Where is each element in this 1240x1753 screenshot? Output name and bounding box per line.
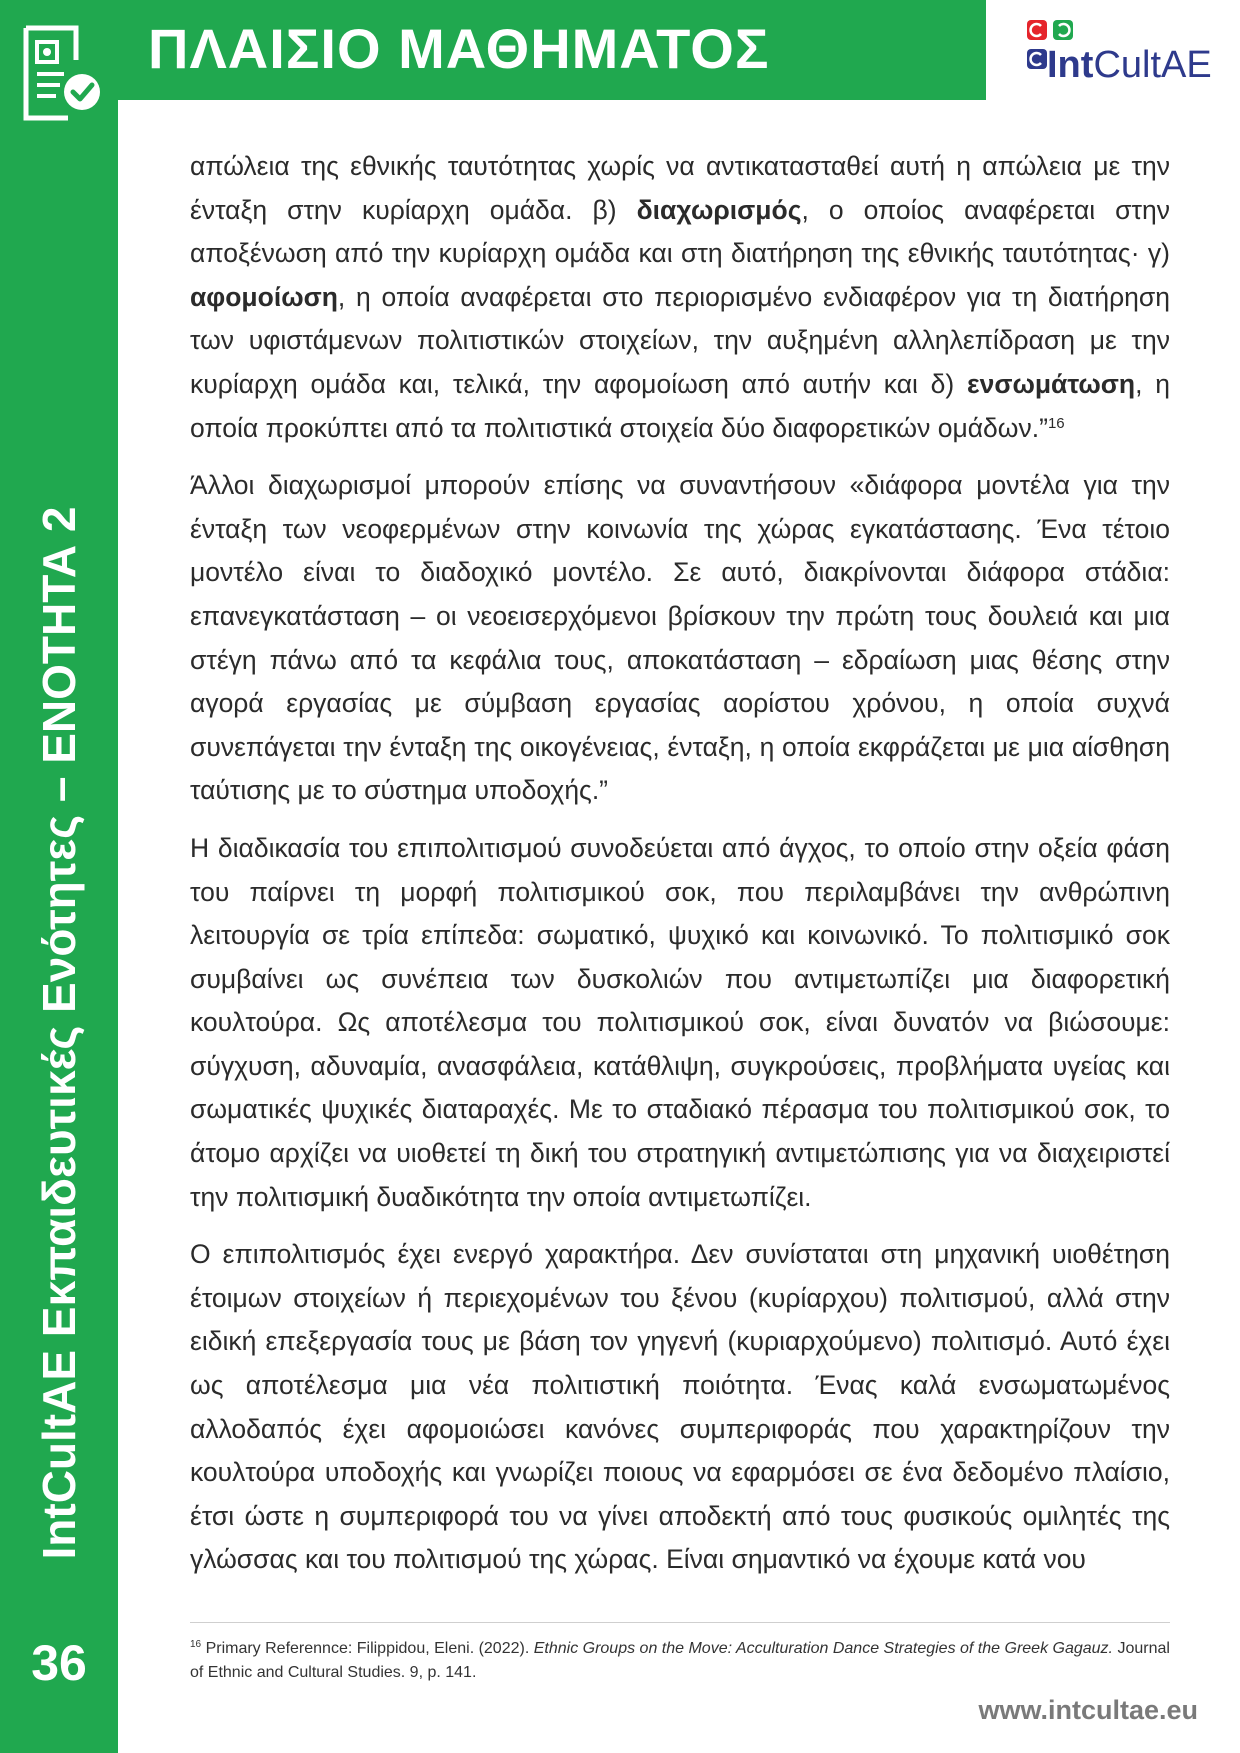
document-checkmark-icon <box>20 22 102 122</box>
main-content <box>190 145 1170 1596</box>
header-band <box>118 0 986 100</box>
page-number: 36 <box>31 1635 87 1691</box>
term-assimilation: αφομοίωση <box>190 281 338 312</box>
footnote-divider <box>190 1622 1170 1623</box>
paragraph-acculturation-strategies: απώλεια της εθνικής ταυτότητας χωρίς να αντικατασταθεί αυτή η απώλεια με την ένταξη στην κυρίαρχη ομάδα. β) διαχωρισμός, ο οποίος αναφέρεται στην αποξένωση από την κυρίαρχη ομάδα και στη διατήρηση της εθνικής ταυτότητας· γ) αφομοίωση, η οποία αναφέρεται στο περιορισμένο ενδιαφέρον για τη διατήρηση των υφιστάμενων πολιτιστικών στοιχείων, την αυξημένη αλληλεπίδραση με την κυρίαρχη ομάδα και, τελικά, την αφομοίωση από αυτήν και δ) ενσωμάτωση, η οποία προκύπτει από τα πολιτιστικά στοιχεία δύο διαφορετικών ομάδων.”$^{16}$ <box>190 151 1170 443</box>
paragraph-integration-models: Άλλοι διαχωρισμοί μπορούν επίσης να συναντήσουν «διάφορα μοντέλα για την ένταξη των νεοφερμένων στην κοινωνία της χώρας εγκατάστασης. Ένα τέτοιο μοντέλο είναι το διαδοχικό μοντέλο. Σε αυτό, διακρίνονται διάφορα στάδια: επανεγκατάσταση – οι νεοεισερχόμενοι βρίσκουν την πρώτη τους δουλειά και μια στέγη πάνω από τα κεφάλια τους, αποκατάσταση – εδραίωση μιας θέσης στην αγορά εργασίας με σύμβαση εργασίας αορίστου χρόνου, η οποία συχνά συνεπάγεται την ένταξη της οικογένειας, ένταξη, η οποία εκφράζεται με μια αίσθηση ταύτισης με το σύστημα υποδοχής.” <box>190 470 1170 806</box>
logo-wordmark: IntCultAE <box>1047 44 1212 86</box>
footnote: $^{16}$ Primary Referennce: Filippidou, Eleni. (2022). Ethnic Groups on the Move: Acculturation Dance Strategies of the Greek Gagauz. Journal of Ethnic and Cultural Studies. 9, p. 141. <box>190 1639 1170 1681</box>
module-side-title: IntCultAE Εκπαιδευτικές Ενότητες – ΕΝΟΤΗΤΑ 2 <box>33 506 85 1560</box>
sidebar <box>0 0 118 1753</box>
paragraph-culture-shock: Η διαδικασία του επιπολιτισμού συνοδεύεται από άγχος, το οποίο στην οξεία φάση του παίρνει τη μορφή πολιτισμικού σοκ, που περιλαμβάνει την ανθρώπινη λειτουργία σε τρία επίπεδα: σωματικό, ψυχικό και κοινωνικό. Το πολιτισμικό σοκ συμβαίνει ως συνέπεια των δυσκολιών που αντιμετωπίζει μια διαφορετική κουλτούρα. Ως αποτέλεσμα του πολιτισμικού σοκ, είναι δυνατόν να βιώσουμε: σύγχυση, αδυναμία, ανασφάλεια, κατάθλιψη, συγκρούσεις, προβλήματα υγείας και σωματικές ψυχικές διαταραχές. Με το σταδιακό πέρασμα του πολιτισμικού σοκ, το άτομο αρχίζει να υιοθετεί τη δική του στρατηγική αντιμετώπισης για να διαχειριστεί την πολιτισμική δυαδικότητα την οποία αντιμετωπίζει. <box>190 832 1170 1212</box>
page-title: ΠΛΑΙΣΙΟ ΜΑΘΗΜΑΤΟΣ <box>148 17 770 80</box>
footnote-reference: 16 <box>1047 414 1065 432</box>
term-integration: ενσωμάτωση <box>967 368 1136 399</box>
term-separation: διαχωρισμός <box>636 194 802 225</box>
paragraph-active-acculturation: Ο επιπολιτισμός έχει ενεργό χαρακτήρα. Δεν συνίσταται στη μηχανική υιοθέτηση έτοιμων στοιχείων ή περιεχομένων του ξένου (κυρίαρχου) πολιτισμού, αλλά στην ειδική επεξεργασία τους με βάση τον γηγενή (κυριαρχούμενο) πολιτισμό. Αυτό έχει ως αποτέλεσμα μια νέα πολιτιστική ποιότητα. Ένας καλά ενσωματωμένος αλλοδαπός έχει αφομοιώσει κανόνες συμπεριφοράς που χαρακτηρίζουν την κουλτούρα υποδοχής και γνωρίζει ποιους να εφαρμόσει σε ένα δεδομένο πλαίσιο, έτσι ώστε η συμπεριφορά του να γίνει αποδεκτή από τους φυσικούς ομιλητές της γλώσσας και του πολιτισμού της χώρας. Είναι σημαντικό να έχουμε κατά νου <box>190 1239 1170 1575</box>
website-url: www.intcultae.eu <box>978 1695 1198 1725</box>
